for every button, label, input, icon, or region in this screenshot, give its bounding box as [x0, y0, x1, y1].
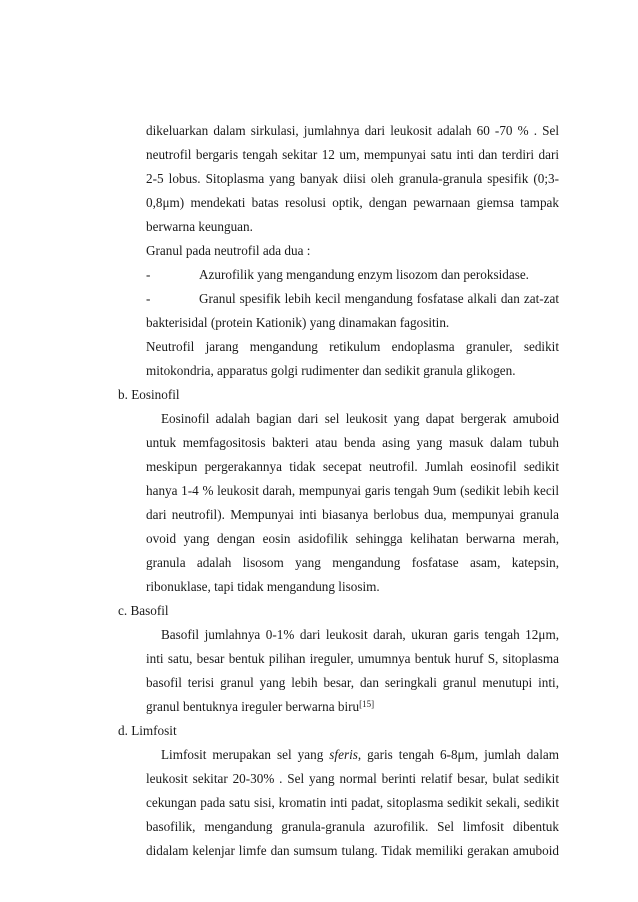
basofil-line: Basofil jumlahnya 0-1% dari leukosit darah, ukuran garis tengah 12μm,	[161, 627, 559, 642]
limfosit-text: , garis tengah 6-8μm, jumlah dalam	[357, 747, 560, 762]
list-item: Azurofilik yang mengandung enzym lisozom dan peroksidase.	[199, 267, 529, 282]
intro-line: 2-5 lobus. Sitoplasma yang banyak diisi oleh granula-granula spesifik (0;3-	[146, 171, 559, 186]
basofil-line: inti satu, besar bentuk pilihan ireguler, umumnya bentuk huruf S, sitoplasma	[146, 651, 559, 666]
basofil-line: basofil terisi granul yang lebih besar, dan seringkali granul menutupi inti,	[146, 675, 559, 690]
intro-line: neutrofil bergaris tengah sekitar 12 um, mempunyai satu inti dan terdiri dari	[146, 147, 559, 162]
intro-line: berwarna keunguan.	[146, 219, 253, 234]
limfosit-line: leukosit sekitar 20-30% . Sel yang normal berinti relatif besar, bulat sedikit	[146, 771, 559, 786]
limfosit-line: cekungan pada satu sisi, kromatin inti padat, sitoplasma sedikit sekali, sedikit	[146, 795, 559, 810]
section-heading-limfosit: d. Limfosit	[118, 723, 177, 738]
intro-line: dikeluarkan dalam sirkulasi, jumlahnya dari leukosit adalah 60 -70 % . Sel	[146, 123, 559, 138]
eosinofil-line: dari neutrofil). Mempunyai inti biasanya berlobus dua, mempunyai granula	[146, 507, 559, 522]
section-heading-basofil: c. Basofil	[118, 603, 169, 618]
eosinofil-line: hanya 1-4 % leukosit darah, mempunyai garis tengah 9um (sedikit lebih kecil	[146, 483, 559, 498]
limfosit-italic-term: sferis	[329, 747, 358, 762]
granul-heading: Granul pada neutrofil ada dua :	[146, 243, 311, 258]
list-bullet: -	[146, 291, 151, 306]
eosinofil-line: Eosinofil adalah bagian dari sel leukosit yang dapat bergerak amuboid	[161, 411, 559, 426]
eosinofil-line: meskipun pergerakannya tidak secepat neutrofil. Jumlah eosinofil sedikit	[146, 459, 559, 474]
basofil-last-text: granul bentuknya ireguler berwarna biru	[146, 699, 360, 714]
limfosit-line: basofilik, mengandung granula-granula azurofilik. Sel limfosit dibentuk	[146, 819, 559, 834]
section-heading-eosinofil: b. Eosinofil	[118, 387, 180, 402]
limfosit-line-first	[161, 747, 559, 763]
eosinofil-line: ribonuklase, tapi tidak mengandung lisosim.	[146, 579, 380, 594]
neutrofil-note-line: Neutrofil jarang mengandung retikulum endoplasma granuler, sedikit	[146, 339, 559, 354]
basofil-line-last	[146, 699, 559, 715]
limfosit-text: Limfosit merupakan sel yang	[161, 747, 330, 762]
citation-15: [15]	[359, 699, 375, 709]
intro-line: 0,8μm) mendekati batas resolusi optik, dengan pewarnaan giemsa tampak	[146, 195, 559, 210]
list-bullet: -	[146, 267, 151, 282]
list-item-continuation: bakterisidal (protein Kationik) yang dinamakan fagositin.	[146, 315, 450, 330]
limfosit-line: didalam kelenjar limfe dan sumsum tulang. Tidak memiliki gerakan amuboid	[146, 843, 559, 858]
eosinofil-line: ovoid yang dengan eosin asidofilik sehingga kelihatan berwarna merah,	[146, 531, 559, 546]
neutrofil-note-line: mitokondria, apparatus golgi rudimenter dan sedikit granula glikogen.	[146, 363, 516, 378]
list-item: Granul spesifik lebih kecil mengandung fosfatase alkali dan zat-zat	[199, 291, 559, 306]
eosinofil-line: granula adalah lisosom yang mengandung fosfatase asam, katepsin,	[146, 555, 559, 570]
eosinofil-line: untuk memfagositosis bakteri atau benda asing yang masuk dalam tubuh	[146, 435, 559, 450]
